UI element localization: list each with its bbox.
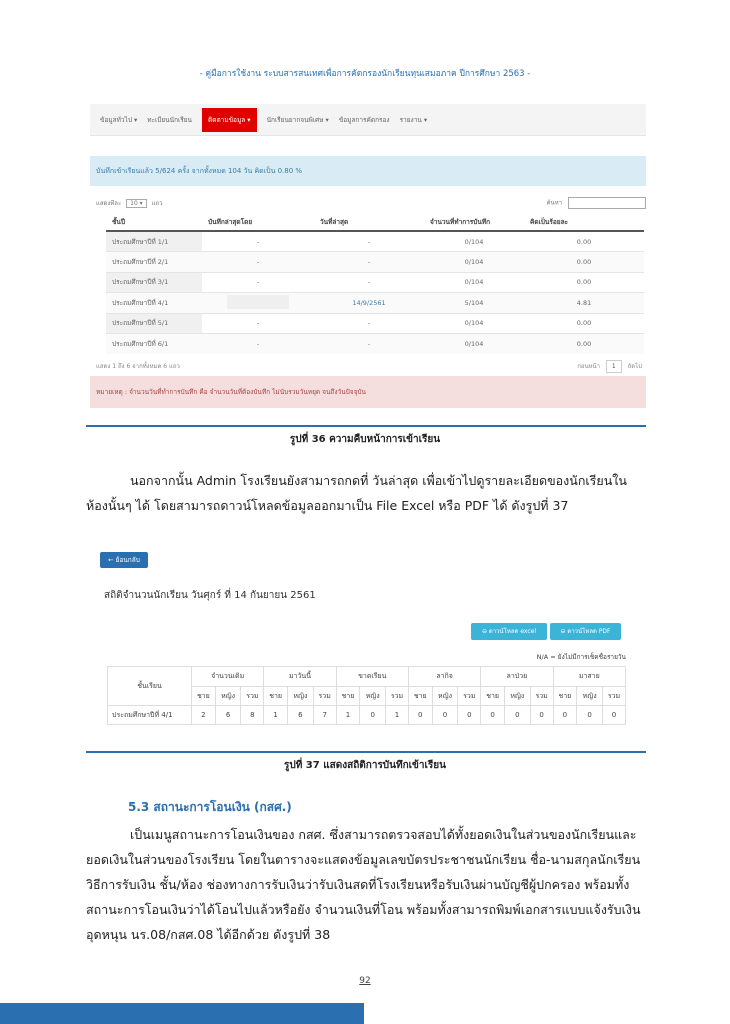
cell-count: 0/104 bbox=[424, 272, 524, 293]
cell-value: 6 bbox=[215, 706, 241, 725]
table-footer bbox=[90, 358, 646, 374]
prev-page-button[interactable]: ก่อนหน้า bbox=[577, 362, 600, 370]
sub-male: ชาย bbox=[481, 687, 505, 706]
cell-grade: ประถมศึกษาปีที่ 6/1 bbox=[106, 334, 202, 355]
sub-female: หญิง bbox=[577, 687, 603, 706]
cell-grade: ประถมศึกษาปีที่ 5/1 bbox=[106, 313, 202, 334]
group-present-today: มาวันนี้ bbox=[264, 667, 336, 687]
sub-total: รวม bbox=[458, 687, 481, 706]
cell-value: 0 bbox=[577, 706, 603, 725]
paragraph-1: นอกจากนั้น Admin โรงเรียนยังสามารถกดที่ วันล่าสุด เพื่อเข้าไปดูรายละเอียดของนักเรียนในห้องนั้นๆ ได้ โดยสามารถดาวน์โหลดข้อมูลออกมาเป็น File Excel หรือ PDF ได้ ดังรูปที่ 37 bbox=[86, 473, 627, 513]
cell-count: 0/104 bbox=[424, 334, 524, 355]
cell-count: 0/104 bbox=[424, 252, 524, 273]
nav-general-info[interactable]: ข้อมูลทั่วไป ▾ bbox=[100, 115, 138, 124]
sub-total: รวม bbox=[386, 687, 409, 706]
group-absent: ขาดเรียน bbox=[336, 667, 408, 687]
cell-percent: 4.81 bbox=[524, 293, 644, 314]
cell-grade: ประถมศึกษาปีที่ 3/1 bbox=[106, 272, 202, 293]
cell-grade: ประถมศึกษาปีที่ 1/1 bbox=[106, 231, 202, 252]
cell-value: 0 bbox=[458, 706, 481, 725]
cell-recorded-by: - bbox=[202, 231, 314, 252]
cell-value: 1 bbox=[336, 706, 360, 725]
figure-36-caption: รูปที่ 36 ความคืบหน้าการเข้าเรียน bbox=[289, 434, 441, 445]
cell-recorded-by bbox=[202, 293, 314, 314]
attendance-progress-table bbox=[106, 214, 644, 354]
figure-36-rule bbox=[86, 425, 646, 427]
nav-tracking[interactable]: ติดตามข้อมูล ▾ bbox=[202, 108, 257, 132]
cell-percent: 0.00 bbox=[524, 313, 644, 334]
sub-male: ชาย bbox=[553, 687, 577, 706]
sub-total: รวม bbox=[313, 687, 336, 706]
cell-value: 2 bbox=[192, 706, 216, 725]
cell-value: 0 bbox=[553, 706, 577, 725]
table-row bbox=[106, 272, 644, 293]
cell-value: 7 bbox=[313, 706, 336, 725]
col-percent[interactable]: คิดเป็นร้อยละ bbox=[524, 214, 644, 231]
back-button[interactable]: ← ย้อนกลับ bbox=[100, 552, 148, 568]
cell-value: 0 bbox=[603, 706, 626, 725]
cell-grade: ประถมศึกษาปีที่ 4/1 bbox=[106, 293, 202, 314]
cell-value: 0 bbox=[408, 706, 432, 725]
cell-grade: ประถมศึกษาปีที่ 2/1 bbox=[106, 252, 202, 273]
cell-recorded-by: - bbox=[202, 313, 314, 334]
cell-value: 0 bbox=[360, 706, 386, 725]
table-row bbox=[106, 334, 644, 355]
download-excel-button[interactable]: ⊖ ดาวน์โหลด excel bbox=[471, 623, 547, 640]
cell-recorded-by: - bbox=[202, 252, 314, 273]
sub-male: ชาย bbox=[408, 687, 432, 706]
cell-count: 0/104 bbox=[424, 313, 524, 334]
group-personal-leave: ลากิจ bbox=[408, 667, 480, 687]
cell-count: 5/104 bbox=[424, 293, 524, 314]
page-number: 92 bbox=[359, 976, 371, 986]
rows-unit-label: แถว bbox=[151, 200, 163, 207]
nav-student-registry[interactable]: ทะเบียนนักเรียน bbox=[147, 115, 193, 124]
sub-female: หญิง bbox=[504, 687, 530, 706]
cell-last-date-link[interactable]: 14/9/2561 bbox=[314, 293, 424, 314]
table-row bbox=[106, 293, 644, 314]
sub-male: ชาย bbox=[336, 687, 360, 706]
cell-value: 8 bbox=[241, 706, 264, 725]
col-last-recorded-by[interactable]: บันทึกล่าสุดโดย bbox=[202, 214, 314, 231]
col-class: ชั้นเรียน bbox=[108, 667, 192, 706]
group-original-count: จำนวนเดิม bbox=[192, 667, 264, 687]
cell-value: 1 bbox=[264, 706, 288, 725]
sub-female: หญิง bbox=[432, 687, 458, 706]
cell-recorded-by: - bbox=[202, 334, 314, 355]
col-last-date[interactable]: วันที่ล่าสุด bbox=[314, 214, 424, 231]
search-control bbox=[547, 197, 646, 209]
col-record-count[interactable]: จำนวนที่ทำการบันทึก bbox=[424, 214, 524, 231]
page-1-button[interactable]: 1 bbox=[606, 360, 622, 373]
search-label: ค้นหา bbox=[546, 199, 563, 207]
table-row bbox=[108, 706, 626, 725]
group-sick-leave: ลาป่วย bbox=[481, 667, 553, 687]
cell-percent: 0.00 bbox=[524, 252, 644, 273]
cell-last-date[interactable]: - bbox=[314, 231, 424, 252]
cell-value: 0 bbox=[432, 706, 458, 725]
pagination bbox=[577, 360, 642, 373]
cell-value: 6 bbox=[288, 706, 314, 725]
cell-count: 0/104 bbox=[424, 231, 524, 252]
attendance-progress-info: บันทึกเข้าเรียนแล้ว 5/624 ครั้ง จากทั้งหมด 104 วัน คิดเป็น 0.80 % bbox=[90, 156, 646, 186]
sub-female: หญิง bbox=[288, 687, 314, 706]
show-label: แสดงทีละ bbox=[96, 200, 122, 207]
cell-percent: 0.00 bbox=[524, 231, 644, 252]
nav-screening-data[interactable]: ข้อมูลการคัดกรอง bbox=[338, 115, 390, 124]
nav-reports[interactable]: รายงาน ▾ bbox=[399, 115, 428, 124]
table-row bbox=[106, 231, 644, 252]
cell-value: 0 bbox=[504, 706, 530, 725]
paragraph-2: เป็นเมนูสถานะการโอนเงินของ กสศ. ซึ่งสามารถตรวจสอบได้ทั้งยอดเงินในส่วนของนักเรียนและยอดเงินในส่วนของโรงเรียน โดยในตารางจะแสดงข้อมูลเลขบัตรประชาชนนักเรียน ชื่อ-นามสกุลนักเรียน วิธีการรับเงิน ชั้น/ห้อง ช่องทางการรับเงินว่ารับเงินสดที่โรงเรียนหรือรับเงินผ่านบัญชีผู้ปกครอง พร้อมทั้งสถานะการโอนเงินว่าได้โอนไปแล้วหรือยัง จำนวนเงินที่โอน พร้อมทั้งสามารถพิมพ์เอกสารแบบแจ้งรับเงินอุดหนุน นร.08/กสศ.08 ได้อีกด้วย ดังรูปที่ 38 bbox=[86, 827, 641, 942]
sub-total: รวม bbox=[241, 687, 264, 706]
sub-total: รวม bbox=[530, 687, 553, 706]
cell-class: ประถมศึกษาปีที่ 4/1 bbox=[108, 706, 192, 725]
sub-total: รวม bbox=[603, 687, 626, 706]
figure-37-rule bbox=[86, 751, 646, 753]
cell-value: 0 bbox=[481, 706, 505, 725]
stats-title: สถิติจำนวนนักเรียน วันศุกร์ ที่ 14 กันยายน 2561 bbox=[104, 590, 316, 601]
top-navbar bbox=[90, 104, 646, 136]
next-page-button[interactable]: ถัดไป bbox=[627, 362, 642, 370]
cell-value: 0 bbox=[530, 706, 553, 725]
cell-value: 1 bbox=[386, 706, 409, 725]
na-note: N/A = ยังไม่มีการเช็คชื่อรายวัน bbox=[536, 653, 626, 661]
table-controls bbox=[90, 196, 646, 210]
download-pdf-button[interactable]: ⊖ ดาวน์โหลด PDF bbox=[550, 623, 621, 640]
cell-last-date[interactable]: - bbox=[314, 252, 424, 273]
page-size-control bbox=[96, 198, 163, 208]
cell-percent: 0.00 bbox=[524, 334, 644, 355]
attendance-note: หมายเหตุ : จำนวนวันที่ทำการบันทึก คือ จำนวนวันที่ต้องบันทึก ไม่นับรวมวันหยุด จนถึงวันปัจจุบัน bbox=[90, 376, 646, 408]
cell-last-date[interactable]: - bbox=[314, 272, 424, 293]
section-title: 5.3 สถานะการโอนเงิน (กสศ.) bbox=[128, 800, 292, 814]
col-grade[interactable]: ชั้นปี bbox=[106, 214, 202, 231]
attendance-stats-table bbox=[107, 666, 626, 725]
attendance-progress-screenshot bbox=[90, 104, 646, 409]
cell-last-date[interactable]: - bbox=[314, 313, 424, 334]
footer-band bbox=[0, 1003, 364, 1024]
sub-male: ชาย bbox=[264, 687, 288, 706]
sub-female: หญิง bbox=[360, 687, 386, 706]
cell-last-date[interactable]: - bbox=[314, 334, 424, 355]
nav-extremely-poor-students[interactable]: นักเรียนยากจนพิเศษ ▾ bbox=[266, 115, 329, 124]
cell-percent: 0.00 bbox=[524, 272, 644, 293]
table-info: แสดง 1 ถึง 6 จากทั้งหมด 6 แถว bbox=[96, 363, 180, 370]
table-row bbox=[106, 313, 644, 334]
figure-37-caption: รูปที่ 37 แสดงสถิติการบันทึกเข้าเรียน bbox=[284, 760, 446, 771]
table-row bbox=[106, 252, 644, 273]
sub-male: ชาย bbox=[192, 687, 216, 706]
sub-female: หญิง bbox=[215, 687, 241, 706]
page-size-select[interactable]: 10 ▾ bbox=[126, 199, 147, 208]
search-input[interactable] bbox=[568, 197, 646, 209]
page-header: - คู่มือการใช้งาน ระบบสารสนเทศเพื่อการคัดกรองนักเรียนทุนเสมอภาค ปีการศึกษา 2563 - bbox=[199, 69, 531, 79]
group-late: มาสาย bbox=[553, 667, 625, 687]
redacted-name bbox=[227, 295, 289, 309]
cell-recorded-by: - bbox=[202, 272, 314, 293]
